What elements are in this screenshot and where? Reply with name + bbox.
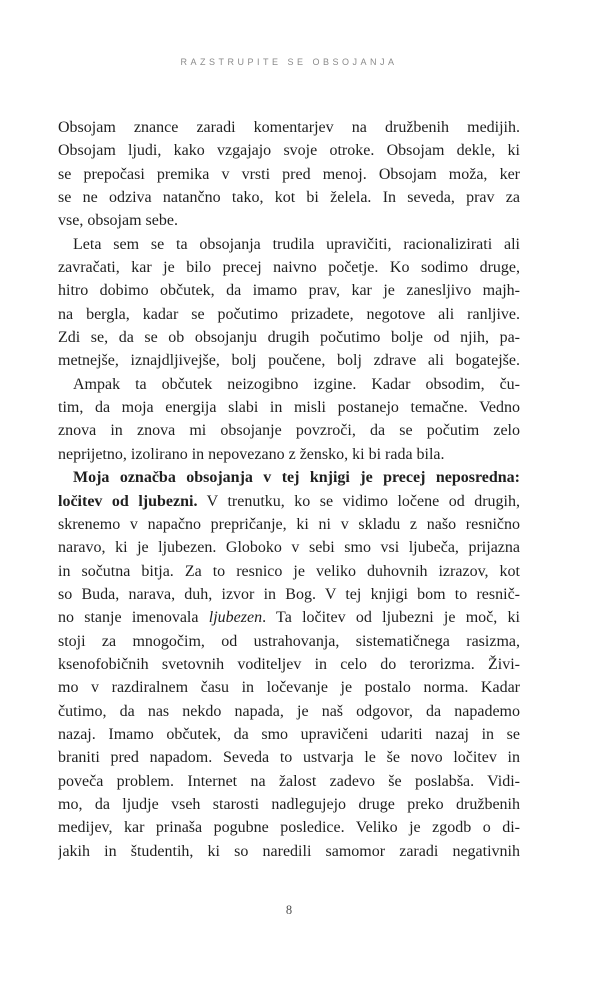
- text-line: [58, 279, 520, 302]
- text-segment: Leta sem se ta obsojanja trudila upravičiti, racionalizirati ali: [73, 235, 520, 253]
- text-segment: . Ta ločitev od ljubezni je moč, ki: [262, 609, 520, 627]
- text-segment: V trenutku, ko se vidimo ločene od drugih,: [197, 492, 520, 510]
- text-line: [58, 630, 520, 653]
- text-line: [58, 163, 520, 186]
- text-line: [58, 723, 520, 746]
- text-segment: nazaj. Imamo občutek, da smo upravičeni udariti nazaj in se: [58, 725, 520, 743]
- body-text: [58, 116, 520, 863]
- text-line: [58, 396, 520, 419]
- text-line: [58, 606, 520, 629]
- text-line: [58, 653, 520, 676]
- text-segment: ljubezen: [208, 609, 263, 627]
- text-segment: poveča problem. Internet na žalost zadevo še poslabša. Vidi-: [58, 772, 520, 790]
- text-segment: na bergla, kadar se počutimo prizadete, negotove ali ranljive.: [58, 305, 520, 323]
- text-segment: se prepočasi premika v vrsti pred menoj. Obsojam moža, ker: [58, 165, 520, 183]
- text-line: [58, 256, 520, 279]
- text-segment: Obsojam znance zaradi komentarjev na družbenih medijih.: [58, 119, 520, 136]
- text-line: [58, 116, 520, 139]
- text-segment: Obsojam ljudi, kako vzgajajo svoje otroke. Obsojam dekle, ki: [58, 142, 520, 160]
- text-segment: in sočutna bitja. Za to resnico je veliko duhovnih izrazov, kot: [58, 562, 520, 580]
- text-segment: metnejše, iznajdljivejše, bolj poučene, bolj zdrave ali bogatejše.: [58, 352, 520, 370]
- text-line: [58, 326, 520, 349]
- text-segment: ksenofobičnih svetovnih voditeljev in celo do terorizma. Živi-: [58, 655, 520, 673]
- text-line: [58, 419, 520, 442]
- text-line: [58, 583, 520, 606]
- text-segment: zavračati, kar je bilo precej naivno početje. Ko sodimo druge,: [58, 259, 520, 277]
- text-segment: braniti pred napadom. Seveda to ustvarja le še novo ločitev in: [58, 749, 520, 767]
- text-segment: mo, da ljudje vseh starosti nadlegujejo druge preko družbenih: [58, 795, 520, 813]
- text-segment: naravo, ki je ljubezen. Globoko v sebi smo vsi ljubeča, prijazna: [58, 539, 520, 557]
- text-line: [58, 793, 520, 816]
- text-line: [58, 770, 520, 793]
- text-segment: Ampak ta občutek neizogibno izgine. Kadar obsodim, ču-: [73, 375, 520, 393]
- text-segment: no stanje imenovala: [58, 609, 209, 627]
- text-line: [58, 490, 520, 513]
- text-line: [58, 209, 520, 232]
- text-line: [58, 443, 520, 466]
- text-segment: Zdi se, da se ob obsojanju drugih počutimo bolje od njih, pa-: [58, 329, 520, 347]
- text-segment: neprijetno, izolirano in nepovezano z žensko, ki bi rada bila.: [58, 445, 445, 463]
- text-segment: ločitev od ljubezni.: [58, 492, 198, 510]
- text-segment: čutimo, da nas nekdo napada, je naš odgovor, da napademo: [58, 702, 520, 720]
- text-line: [58, 840, 520, 863]
- text-segment: jakih in študentih, ki so naredili samomor zaradi negativnih: [58, 842, 520, 860]
- text-segment: so Buda, narava, duh, izvor in Bog. V tej knjigi bom to resnič-: [58, 585, 520, 603]
- text-line: [58, 746, 520, 769]
- text-segment: tim, da moja energija slabi in misli postanejo temačne. Vedno: [58, 399, 520, 417]
- text-line: [58, 373, 520, 396]
- text-line: [58, 139, 520, 162]
- text-line: [58, 233, 520, 256]
- text-segment: vse, obsojam sebe.: [58, 212, 178, 230]
- text-segment: znova in znova mi obsojanje povzroči, da se počutim zelo: [58, 422, 520, 440]
- text-segment: skrenemo v napačno prepričanje, ki ni v skladu z našo resnično: [58, 515, 520, 533]
- text-segment: stoji za mnogočim, od ustrahovanja, sistematičnega rasizma,: [58, 632, 520, 650]
- text-line: [58, 349, 520, 372]
- text-segment: medijev, kar prinaša pogubne posledice. Veliko je zgodb o di-: [58, 819, 520, 837]
- text-line: [58, 560, 520, 583]
- text-line: [58, 816, 520, 839]
- text-segment: hitro dobimo občutek, da imamo prav, kar je zanesljivo majh-: [58, 282, 520, 300]
- page-number: 8: [285, 903, 293, 917]
- text-segment: mo v razdiralnem času in ločevanje je postalo norma. Kadar: [58, 679, 520, 697]
- text-line: [58, 186, 520, 209]
- text-line: [58, 700, 520, 723]
- text-segment: se ne odziva natančno tako, kot bi želela. In seveda, prav za: [58, 189, 520, 207]
- text-line: [58, 536, 520, 559]
- text-segment: Moja označba obsojanja v tej knjigi je precej neposredna:: [73, 469, 520, 487]
- text-line: [58, 303, 520, 326]
- text-line: [58, 513, 520, 536]
- text-line: [58, 676, 520, 699]
- text-line: [58, 466, 520, 489]
- running-header: RAZSTRUPITE SE OBSOJANJA: [180, 57, 398, 67]
